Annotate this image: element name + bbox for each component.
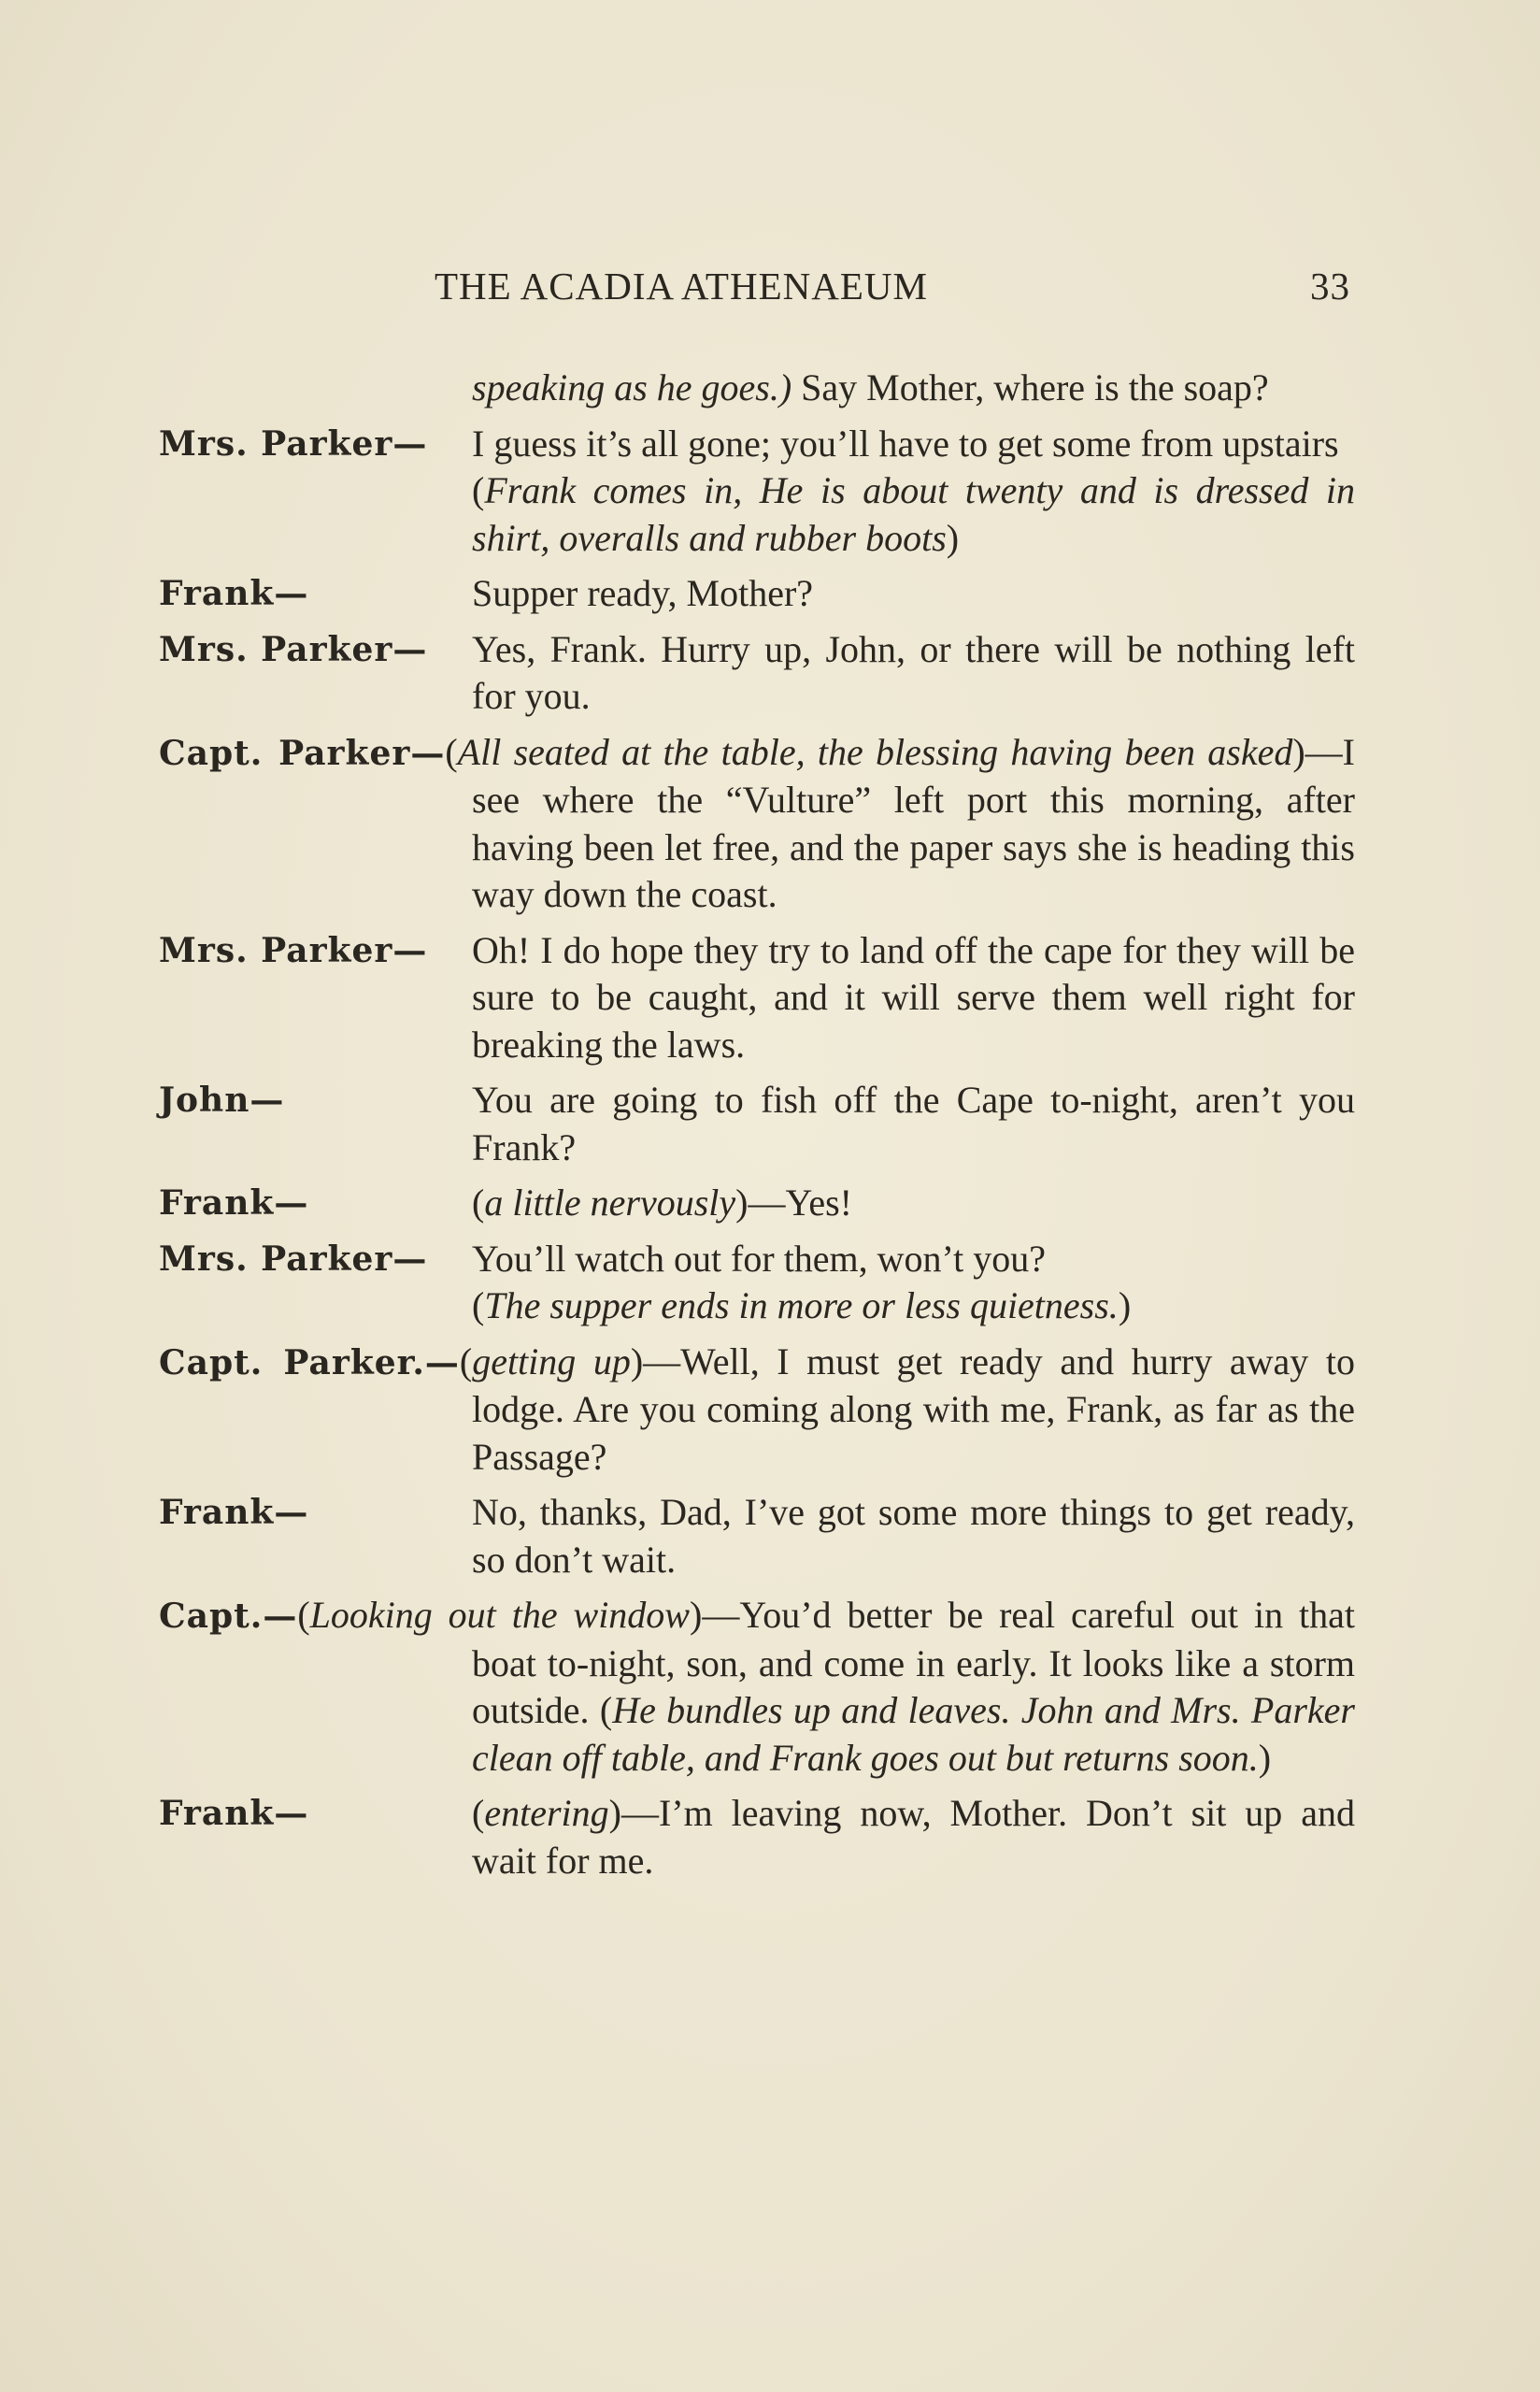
dialogue-text: speaking as he goes.) Say Mother, where is the soap? [472, 366, 1269, 408]
dialogue-line [159, 1180, 1355, 1227]
speaker-name: Mrs. Parker— [159, 423, 428, 464]
page-number: 33 [1310, 265, 1350, 308]
dialogue-line: Capt. Parker.—(getting up)—Well, I must get ready and hurry away to lodge. Are you coming along with me, Frank, as far as the Passage? [159, 1339, 1355, 1478]
dialogue-line [159, 365, 1355, 412]
speaker-name: Mrs. Parker— [159, 930, 428, 970]
dialogue-line: Capt.—(Looking out the window)—You’d better be real careful out in that boat to-night, son, and come in early. It looks like a storm outside. (He bundles up and leaves. John and Mrs. Parker clean off table, and Frank goes out but returns soon.) [159, 1594, 1355, 1779]
stage-direction: Looking out the window [309, 1594, 690, 1636]
dialogue-line [159, 1077, 1355, 1171]
dialogue-line [159, 1489, 1355, 1583]
dialogue-line: Capt. Parker—(All seated at the table, the blessing having been asked)—I see where the “Vulture” left port this morning, after having been let free, and the paper says she is heading this way down the coast. [159, 730, 1355, 915]
dialogue-text: (Frank comes in, He is about twenty and is dressed in shirt, overalls and rubber boots) [472, 469, 1355, 559]
stage-direction: Frank comes in, He is about twenty and is dressed in shirt, overalls and rubber boots [472, 469, 1355, 559]
dialogue-text: Supper ready, Mother? [472, 572, 814, 614]
dialogue-text: (The supper ends in more or less quietness.) [472, 1284, 1132, 1326]
speaker-name: John— [159, 1081, 285, 1120]
dialogue-text: (a little nervously)—Yes! [472, 1182, 852, 1224]
speaker-name: Capt.— [159, 1597, 298, 1636]
dialogue-line [159, 1236, 1355, 1283]
stage-direction: getting up [472, 1339, 631, 1382]
stage-direction: speaking as he goes.) [472, 366, 792, 408]
stage-direction: All seated at the table, the blessing having been asked [457, 730, 1293, 773]
journal-title: THE ACADIA ATHENAEUM [435, 265, 928, 308]
dialogue-line [159, 570, 1355, 618]
dialogue-text: I guess it’s all gone; you’ll have to get some from upstairs [472, 422, 1339, 465]
dialogue-text: No, thanks, Dad, I’ve got some more things to get ready, so don’t wait. [472, 1491, 1355, 1581]
dialogue-text: (entering)—I’m leaving now, Mother. Don’t sit up and wait for me. [472, 1792, 1355, 1882]
speaker-name: Frank— [159, 1493, 309, 1532]
dialogue-text: Oh! I do hope they try to land off the cape for they will be sure to be caught, and it will serve them well right for breaking the laws. [472, 928, 1355, 1066]
dialogue-line [159, 626, 1355, 721]
play-script-text [159, 365, 1355, 1884]
dialogue-line [159, 1790, 1355, 1884]
speaker-name: Mrs. Parker— [159, 629, 428, 669]
speaker-name: Frank— [159, 1794, 309, 1833]
dialogue-text: You are going to fish off the Cape to-night, aren’t you Frank? [472, 1079, 1355, 1168]
stage-direction: He bundles up and leaves. John and Mrs. Parker clean off table, and Frank goes out but returns soon. [472, 1689, 1355, 1779]
dialogue-text: You’ll watch out for them, won’t you? [472, 1237, 1047, 1280]
speaker-name: Frank— [159, 574, 309, 613]
dialogue-line [159, 927, 1355, 1069]
dialogue-line [159, 467, 1355, 562]
speaker-name: Capt. Parker.— [159, 1342, 460, 1382]
running-header [435, 264, 1360, 320]
speaker-name: Mrs. Parker— [159, 1239, 428, 1279]
dialogue-line [159, 1282, 1355, 1330]
speaker-name: Capt. Parker— [159, 733, 446, 773]
stage-direction: The supper ends in more or less quietness. [484, 1284, 1119, 1326]
speaker-name: Frank— [159, 1183, 309, 1223]
stage-direction: a little nervously [484, 1182, 736, 1224]
stage-direction: entering [484, 1792, 609, 1834]
dialogue-line [159, 421, 1355, 468]
dialogue-text: Yes, Frank. Hurry up, John, or there will be nothing left for you. [472, 627, 1355, 717]
